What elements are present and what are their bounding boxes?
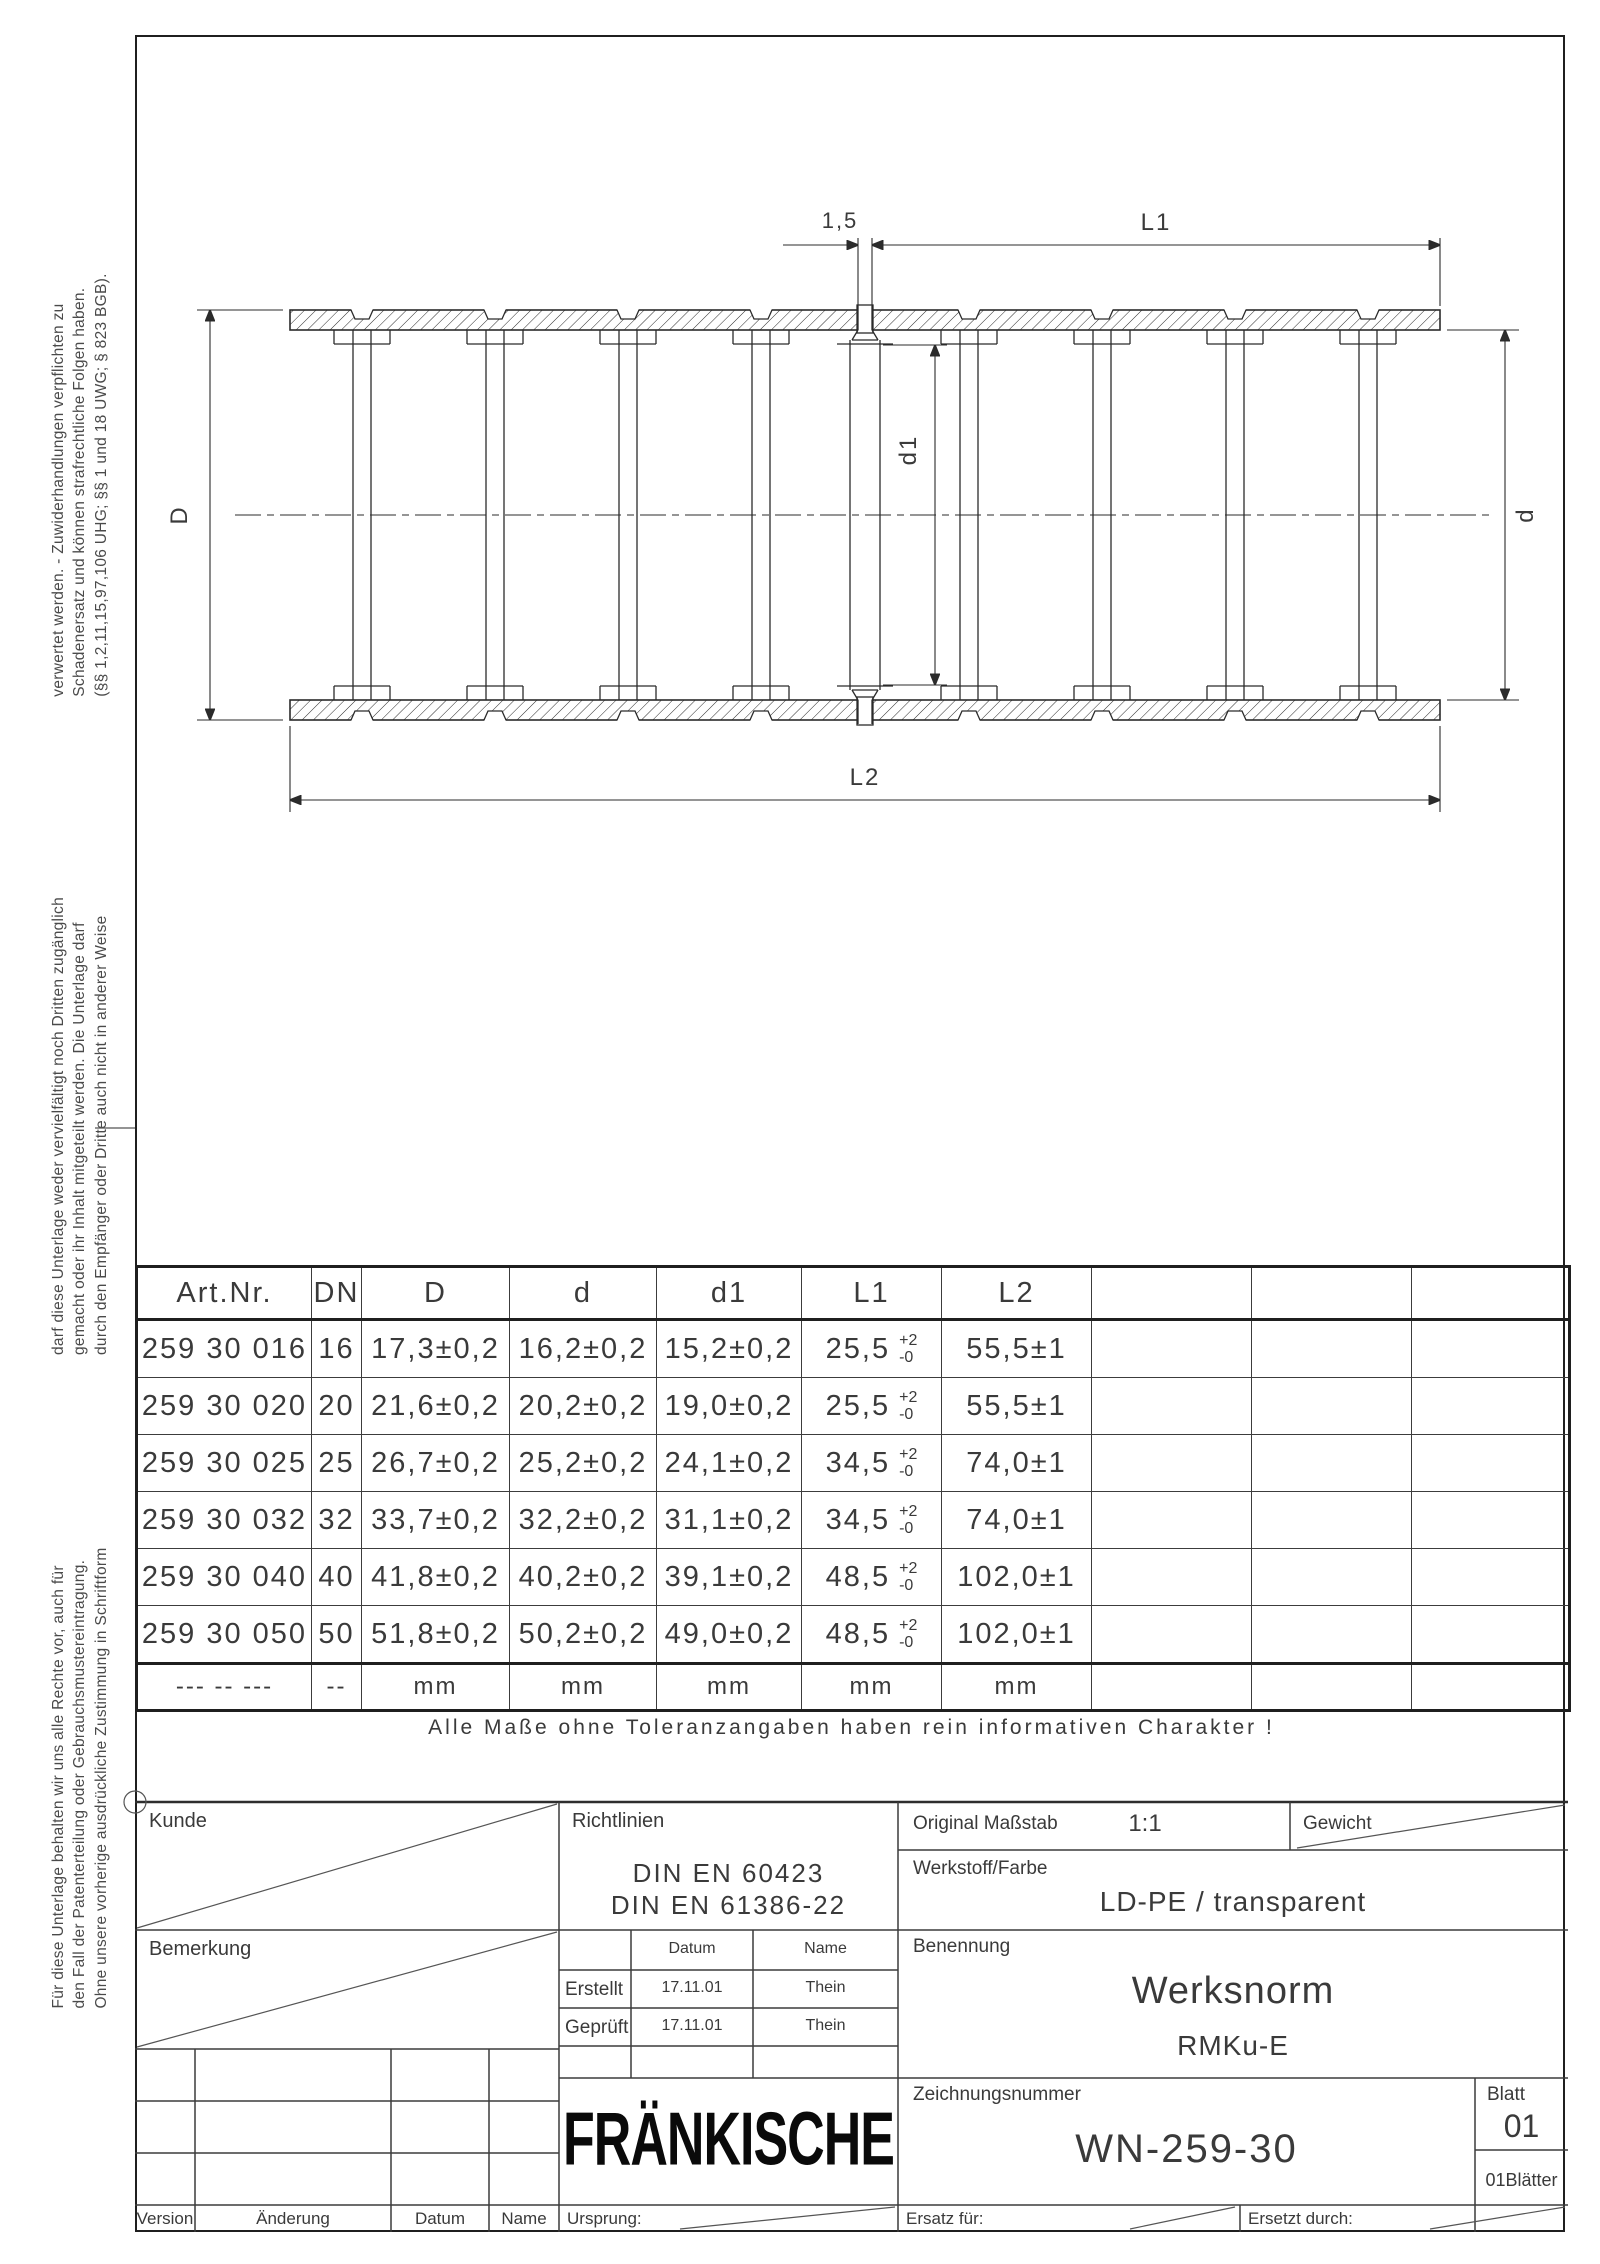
col-header-L1: L1 (802, 1267, 942, 1320)
legal-note-line: darf diese Unterlage weder vervielfältigt noch Dritten zugänglich (49, 896, 67, 1356)
dim-label-1-5: 1,5 (821, 208, 859, 233)
col-header-dn: DN (312, 1267, 362, 1320)
datum-label: Datum (414, 2209, 466, 2228)
ersetzt-durch-label: Ersetzt durch: (1248, 2209, 1353, 2228)
title-block (135, 1802, 1568, 2232)
ersatz-fuer-label: Ersatz für: (906, 2209, 984, 2228)
col-header-D: D (362, 1267, 510, 1320)
aenderung-label: Änderung (256, 2209, 330, 2228)
name-label: Name (501, 2209, 547, 2228)
benennung-label: Benennung (913, 1936, 1011, 1957)
legal-note-line: (§§ 1,2,11,15,97,106 UHG; §§ 1 und 18 UWG; § 823 BGB). (92, 273, 110, 697)
fraenkische-logo: FRÄNKISCHE (563, 2097, 894, 2183)
richtlinien-value: DIN EN 60423 (632, 1858, 825, 1888)
dimension-1-5 (783, 238, 872, 306)
table-row: 259 30 025 25 26,7±0,2 25,2±0,2 24,1±0,2 34,5 +2 -0 74,0±1 (137, 1435, 1570, 1492)
legal-note-bottom (48, 1547, 112, 2008)
ursprung-label: Ursprung: (567, 2209, 642, 2228)
col-header-empty (1412, 1267, 1570, 1320)
richtlinien-value: DIN EN 61386-22 (610, 1890, 847, 1920)
col-header-d1: d1 (657, 1267, 802, 1320)
legal-note-line: verwertet werden. - Zuwiderhandlungen verpflichten zu (49, 303, 67, 697)
original-massstab-value: 1:1 (1128, 1810, 1162, 1837)
units-row: --- -- --- -- mm mm mm mm mm (137, 1664, 1570, 1711)
table-row: 259 30 032 32 33,7±0,2 32,2±0,2 31,1±0,2 34,5 +2 -0 74,0±1 (137, 1492, 1570, 1549)
blatt-label: Blatt (1487, 2084, 1526, 2105)
benennung-subvalue: RMKu-E (1177, 2030, 1289, 2061)
geprueft-label: Geprüft (565, 2017, 629, 2038)
geprueft-datum: 17.11.01 (661, 2017, 723, 2034)
dimension-table (135, 1265, 1571, 1712)
col-header-L2: L2 (942, 1267, 1092, 1320)
version-label: Version (136, 2209, 194, 2228)
richtlinien-label: Richtlinien (572, 1810, 665, 1832)
dim-label-L1: L1 (1140, 209, 1172, 236)
werkstoff-label: Werkstoff/Farbe (913, 1858, 1048, 1879)
table-header-row (137, 1267, 1570, 1320)
fold-mark (95, 1123, 137, 1133)
legal-note-line: Ohne unsere vorherige ausdrückliche Zustimmung in Schriftform (92, 1547, 110, 2009)
legal-note-line: Für diese Unterlage behalten wir uns alle Rechte vor, auch für (49, 1565, 67, 2009)
zeichnungsnummer-value: WN-259-30 (1075, 2127, 1298, 2171)
zeichnungsnummer-label: Zeichnungsnummer (913, 2084, 1081, 2105)
dimension-L1 (872, 238, 1440, 306)
legal-note-line: Schadenersatz und können strafrechtliche Folgen haben. (71, 287, 89, 697)
original-massstab-label: Original Maßstab (913, 1813, 1058, 1834)
erstellt-name: Thein (805, 1979, 846, 1996)
dim-label-L2: L2 (849, 764, 881, 791)
tolerance-note: Alle Maße ohne Toleranzangaben haben rein informativen Charakter ! (428, 1716, 1275, 1739)
legal-note-top (48, 273, 112, 696)
erstellt-datum: 17.11.01 (661, 1979, 723, 1996)
table-row: 259 30 016 16 17,3±0,2 16,2±0,2 15,2±0,2 25,5 +2 -0 55,5±1 (137, 1320, 1570, 1378)
coupling-section-drawing (135, 140, 1568, 880)
datum-header: Datum (668, 1940, 716, 1957)
col-header-artnr: Art.Nr. (137, 1267, 312, 1320)
col-header-d: d (510, 1267, 657, 1320)
legal-note-line: den Fall der Patenterteilung oder Gebrauchsmustereintragung. (71, 1559, 89, 2009)
werkstoff-value: LD-PE / transparent (1099, 1886, 1367, 1917)
blaetter-value: 01Blätter (1485, 2170, 1558, 2190)
geprueft-name: Thein (805, 2017, 846, 2034)
col-header-empty (1092, 1267, 1252, 1320)
dim-label-d: d (1512, 507, 1539, 523)
table-row: 259 30 050 50 51,8±0,2 50,2±0,2 49,0±0,2 48,5 +2 -0 102,0±1 (137, 1606, 1570, 1664)
legal-note-line: durch den Empfänger oder Dritte auch nicht in anderer Weise (92, 915, 110, 1356)
legal-note-line: gemacht oder ihr Inhalt mitgeteilt werden. Die Unterlage darf (71, 922, 89, 1356)
kunde-label: Kunde (149, 1810, 207, 1832)
bemerkung-label: Bemerkung (149, 1938, 252, 1960)
col-header-empty (1252, 1267, 1412, 1320)
blatt-value: 01 (1503, 2108, 1540, 2144)
table-row: 259 30 020 20 21,6±0,2 20,2±0,2 19,0±0,2 25,5 +2 -0 55,5±1 (137, 1378, 1570, 1435)
dim-label-D: D (166, 505, 193, 525)
benennung-value: Werksnorm (1131, 1970, 1335, 2012)
dim-label-d1: d1 (895, 434, 922, 466)
erstellt-label: Erstellt (565, 1979, 624, 2000)
gewicht-label: Gewicht (1303, 1813, 1372, 1834)
name-header: Name (804, 1940, 847, 1957)
table-row: 259 30 040 40 41,8±0,2 40,2±0,2 39,1±0,2 48,5 +2 -0 102,0±1 (137, 1549, 1570, 1606)
